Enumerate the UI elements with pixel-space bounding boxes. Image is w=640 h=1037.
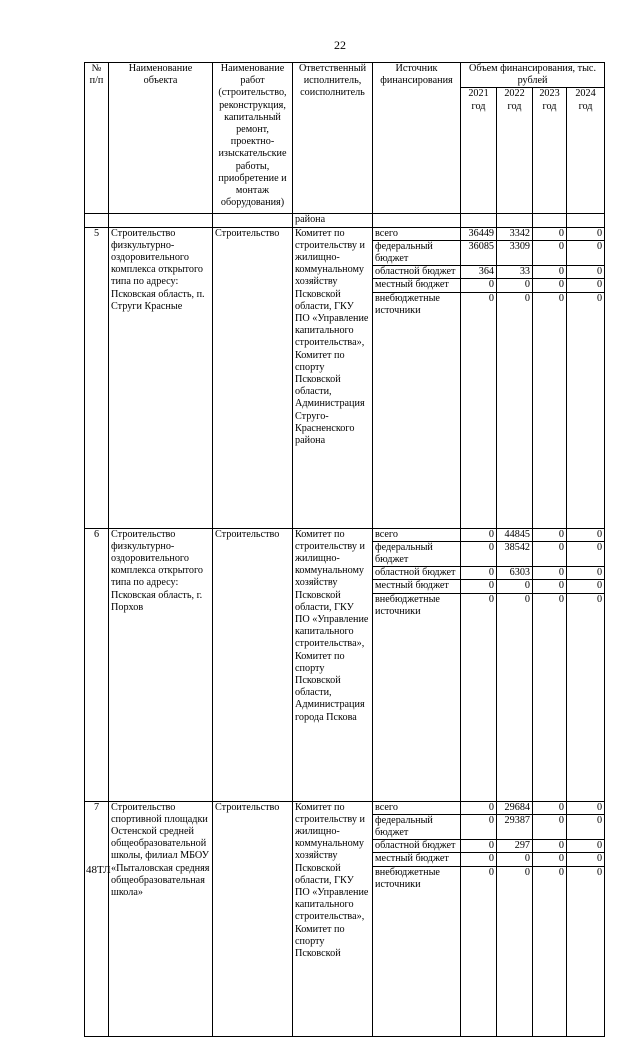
header-source: Источник финансирования [373,63,461,214]
funding-source: областной бюджет [373,840,461,853]
funding-value: 0 [461,853,497,866]
works-type: Строительство [213,528,293,801]
funding-value: 0 [461,866,497,1036]
funding-source: федеральный бюджет [373,541,461,566]
funding-value: 0 [533,593,567,801]
funding-value: 0 [533,580,567,593]
cell-empty [373,214,461,227]
row-number: 6 [85,528,109,801]
funding-value: 38542 [497,541,533,566]
funding-value: 0 [497,593,533,801]
funding-value: 0 [533,814,567,839]
funding-value: 33 [497,266,533,279]
funding-value: 297 [497,840,533,853]
funding-value: 0 [567,266,605,279]
table-body [85,227,605,1036]
funding-source: местный бюджет [373,580,461,593]
header-funding: Объем финансирования, тыс. рублей [461,63,605,88]
funding-value: 6303 [497,567,533,580]
funding-value: 0 [567,853,605,866]
continuation-row [85,214,605,227]
funding-source: местный бюджет [373,853,461,866]
table-row [85,227,605,240]
funding-value: 0 [533,279,567,292]
object-name: Строительство физкультурно-оздоровительного комплекса открытого типа по адресу: Псковская область, п. Струги Красные [109,227,213,528]
funding-source: всего [373,801,461,814]
funding-value: 0 [567,292,605,528]
funding-value: 0 [567,814,605,839]
funding-value: 29387 [497,814,533,839]
header-works: Наименование работ (строительство, реконструкция, капитальный ремонт, проектно-изыскательские работы, приобретение и монтаж оборудования) [213,63,293,214]
object-name: Строительство спортивной площадки Остенской средней общеобразовательной школы, филиал МБОУ «Пыталовская средняя общеобразовательная школа» [109,801,213,1036]
funding-value: 0 [461,814,497,839]
funding-value: 0 [497,580,533,593]
funding-value: 0 [497,279,533,292]
funding-value: 0 [533,227,567,240]
funding-value: 0 [533,528,567,541]
funding-source: внебюджетные источники [373,593,461,801]
funding-value: 0 [533,840,567,853]
funding-value: 0 [533,541,567,566]
row-number: 5 [85,227,109,528]
funding-value: 0 [497,853,533,866]
funding-source: всего [373,227,461,240]
works-type: Строительство [213,227,293,528]
funding-source: федеральный бюджет [373,240,461,265]
funding-value: 0 [567,801,605,814]
funding-value: 0 [497,866,533,1036]
funding-value: 0 [461,541,497,566]
cell-empty [85,214,109,227]
funding-value: 0 [567,541,605,566]
funding-value: 0 [461,840,497,853]
funding-value: 0 [533,292,567,528]
funding-value: 0 [567,227,605,240]
funding-value: 3342 [497,227,533,240]
responsible-executor: Комитет по строительству и жилищно-коммунальному хозяйству Псковской области, ГКУ ПО «Управление капитального строительства», Комитет по спорту Псковской области, Администрация города Пскова [293,528,373,801]
responsible-executor: Комитет по строительству и жилищно-коммунальному хозяйству Псковской области, ГКУ ПО «Управление капитального строительства», Комитет по спорту Псковской [293,801,373,1036]
cell-empty [213,214,293,227]
funding-table [84,62,605,1037]
funding-value: 0 [533,801,567,814]
funding-value: 0 [533,240,567,265]
funding-value: 0 [567,866,605,1036]
funding-value: 29684 [497,801,533,814]
header-year: 2022 год [497,88,533,214]
responsible-executor: Комитет по строительству и жилищно-коммунальному хозяйству Псковской области, ГКУ ПО «Управление капитального строительства», Комитет по спорту Псковской области, Администрация Струго-Красненского района [293,227,373,528]
funding-value: 36085 [461,240,497,265]
cell-empty [109,214,213,227]
header-year: 2024 год [567,88,605,214]
funding-value: 364 [461,266,497,279]
works-type: Строительство [213,801,293,1036]
funding-value: 0 [533,853,567,866]
header-year: 2021 год [461,88,497,214]
cell-empty [461,214,497,227]
funding-value: 0 [461,593,497,801]
funding-value: 0 [533,567,567,580]
funding-value: 0 [461,567,497,580]
header-num: № п/п [85,63,109,214]
cell-empty [567,214,605,227]
funding-source: областной бюджет [373,266,461,279]
cell-empty [497,214,533,227]
funding-value: 0 [567,528,605,541]
funding-source: внебюджетные источники [373,292,461,528]
funding-value: 0 [567,279,605,292]
funding-value: 0 [533,266,567,279]
funding-source: федеральный бюджет [373,814,461,839]
funding-source: внебюджетные источники [373,866,461,1036]
header-year: 2023 год [533,88,567,214]
funding-value: 0 [567,580,605,593]
funding-value: 0 [533,866,567,1036]
funding-value: 0 [567,593,605,801]
funding-value: 0 [461,801,497,814]
page-number: 22 [334,38,346,52]
object-name: Строительство физкультурно-оздоровительного комплекса открытого типа по адресу: Псковская область, г. Порхов [109,528,213,801]
funding-value: 0 [461,528,497,541]
funding-value: 44845 [497,528,533,541]
funding-value: 0 [567,240,605,265]
funding-value: 0 [567,567,605,580]
funding-source: всего [373,528,461,541]
funding-source: областной бюджет [373,567,461,580]
funding-value: 0 [461,580,497,593]
header-responsible: Ответственный исполнитель, соисполнитель [293,63,373,214]
table-row [85,528,605,541]
continuation-text: района [293,214,373,227]
funding-value: 0 [461,292,497,528]
funding-value: 0 [567,840,605,853]
row-number: 7 [85,801,109,1036]
funding-value: 36449 [461,227,497,240]
cell-empty [533,214,567,227]
funding-source: местный бюджет [373,279,461,292]
table-row [85,801,605,814]
header-object: Наименование объекта [109,63,213,214]
funding-value: 3309 [497,240,533,265]
funding-value: 0 [497,292,533,528]
header-row [85,63,605,88]
funding-value: 0 [461,279,497,292]
footer-code: 48ТЛ [86,864,111,876]
